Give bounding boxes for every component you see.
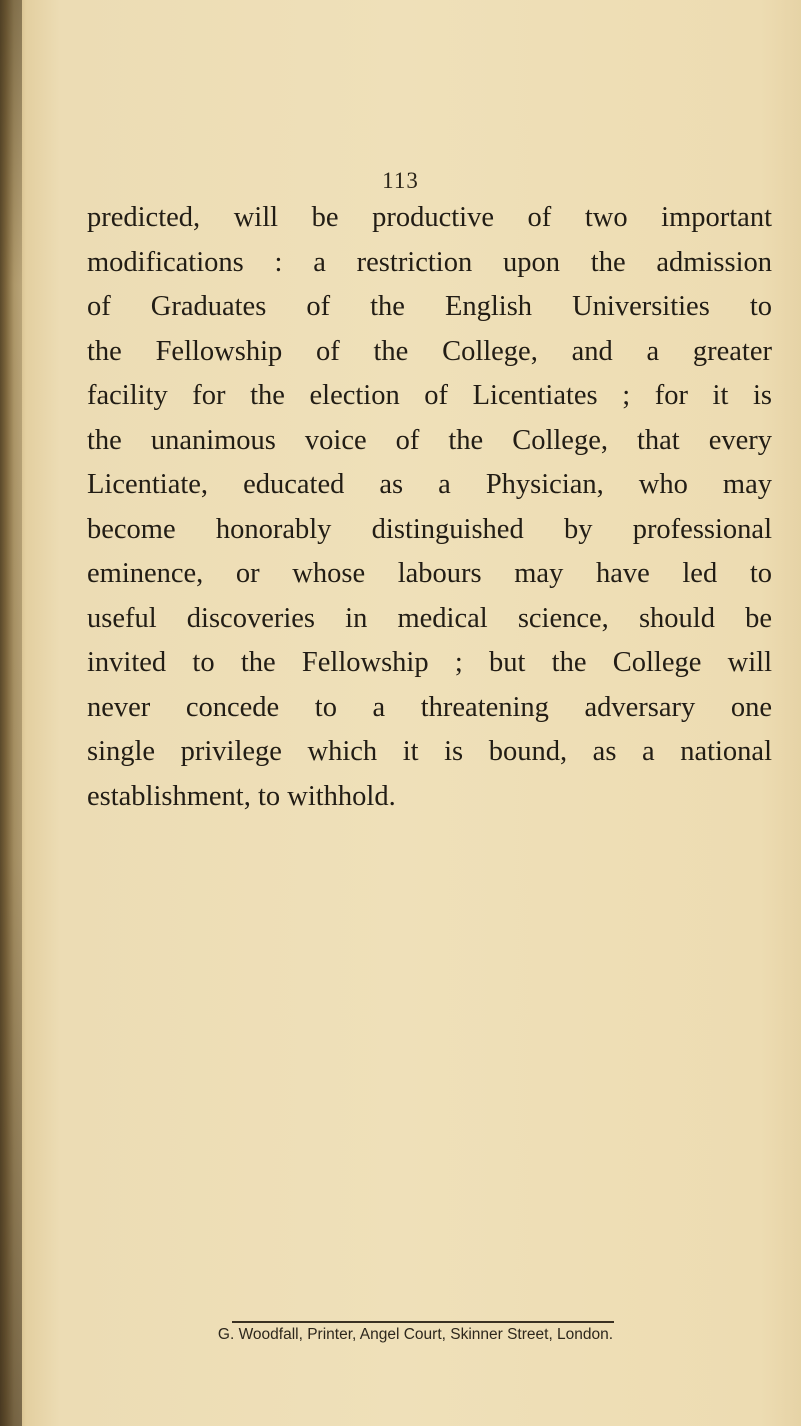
text-line: eminence, or whose labours may have led to	[87, 558, 772, 589]
text-line: of Graduates of the English Universities to	[87, 291, 772, 322]
page-binding-shadow	[0, 0, 22, 1426]
text-line: single privilege which it is bound, as a national	[87, 736, 772, 767]
imprint-rule	[232, 1321, 614, 1323]
text-line: Licentiate, educated as a Physician, who may	[87, 469, 772, 500]
text-line: invited to the Fellowship ; but the College will	[87, 647, 772, 678]
page-number: 113	[382, 168, 419, 193]
body-paragraph	[87, 196, 772, 819]
printer-imprint: G. Woodfall, Printer, Angel Court, Skinner Street, London.	[217, 1326, 614, 1343]
text-line: the Fellowship of the College, and a greater	[87, 335, 772, 367]
text-line: never concede to a threatening adversary one	[87, 691, 772, 723]
text-line: establishment, to withhold.	[87, 780, 396, 812]
text-line: useful discoveries in medical science, should be	[87, 602, 772, 634]
text-line: predicted, will be productive of two important	[87, 202, 772, 233]
text-line: facility for the election of Licentiates ; for it is	[87, 380, 772, 411]
text-line: modifications : a restriction upon the admission	[87, 246, 772, 278]
text-line: become honorably distinguished by professional	[87, 513, 772, 545]
text-line: the unanimous voice of the College, that every	[87, 424, 772, 456]
